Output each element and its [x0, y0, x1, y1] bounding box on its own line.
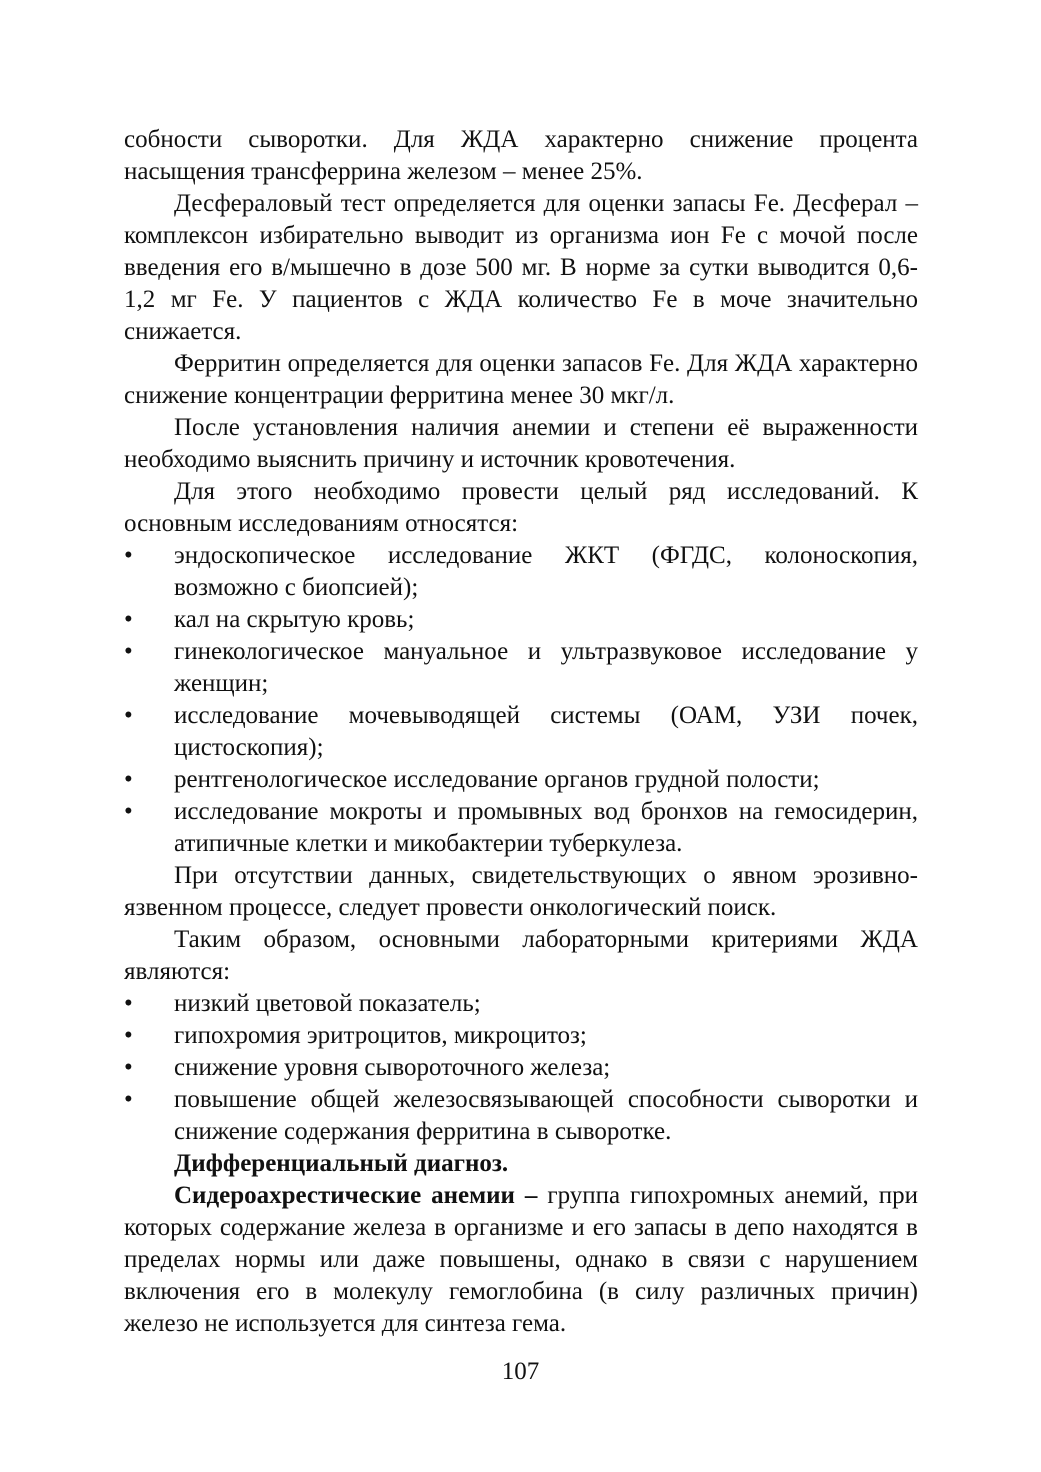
bullet-icon: • [124, 1022, 133, 1049]
paragraph-bleeding-source: После установления наличия анемии и степени её выраженности необходимо выяснить причину и источник кровотечения. [124, 414, 918, 473]
paragraph-ferritin: Ферритин определяется для оценки запасов Fe. Для ЖДА характерно снижение концентрации ферритина менее 30 мкг/л. [124, 350, 918, 409]
list-item-text: эндоскопическое исследование ЖКТ (ФГДС, колоноскопия, возможно с биопсией); [174, 542, 918, 601]
paragraph-continuation: собности сыворотки. Для ЖДА характерно снижение процента насыщения трансферрина железом – менее 25%. [124, 126, 918, 185]
paragraph-oncology-search: При отсутствии данных, свидетельствующих о явном эрозивно-язвенном процессе, следует провести онкологический поиск. [124, 862, 918, 921]
section-heading: Дифференциальный диагноз. [174, 1150, 509, 1177]
bullet-icon: • [124, 638, 133, 665]
paragraph-criteria-intro: Таким образом, основными лабораторными критериями ЖДА являются: [124, 926, 918, 985]
criteria-list [124, 988, 918, 1148]
list-item [124, 1020, 918, 1052]
list-item-text: гипохромия эритроцитов, микроцитоз; [174, 1022, 587, 1049]
bullet-icon: • [124, 798, 133, 825]
bullet-icon: • [124, 1054, 133, 1081]
list-item-text: гинекологическое мануальное и ультразвуковое исследование у женщин; [174, 638, 918, 697]
list-item [124, 988, 918, 1020]
page-content [124, 124, 918, 1340]
bullet-icon: • [124, 1086, 133, 1113]
list-item [124, 604, 918, 636]
bullet-icon: • [124, 766, 133, 793]
definition-text: группа гипохромных анемий, при которых содержание железа в организме и его запасы в депо находятся в пределах нормы или даже повышены, однако в связи с нарушением включения его в молекулу гемоглобина (в силу различных причин) железо не используется для синтеза гема. [124, 1182, 918, 1337]
term-sideroachrestic: Сидероахрестические анемии – [174, 1182, 538, 1209]
paragraph-desferal-test: Десфераловый тест определяется для оценки запасы Fe. Десферал – комплексон избирательно выводит из организма ион Fe с мочой после введения его в/мышечно в дозе 500 мг. В норме за сутки выводится 0,6-1,2 мг Fe. У пациентов с ЖДА количество Fe в моче значительно снижается. [124, 190, 918, 345]
list-item-text: повышение общей железосвязывающей способности сыворотки и снижение содержания ферритина в сыворотке. [174, 1086, 918, 1145]
list-item [124, 700, 918, 764]
page-number: 107 [501, 1358, 540, 1385]
bullet-icon: • [124, 606, 133, 633]
paragraph-sideroachrestic [124, 1180, 918, 1340]
bullet-icon: • [124, 542, 133, 569]
list-item-text: исследование мокроты и промывных вод бронхов на гемосидерин, атипичные клетки и микобактерии туберкулеза. [174, 798, 918, 857]
list-item [124, 636, 918, 700]
list-item [124, 1084, 918, 1148]
studies-list [124, 540, 918, 860]
paragraph-studies-intro: Для этого необходимо провести целый ряд исследований. К основным исследованиям относятся: [124, 478, 918, 537]
list-item-text: низкий цветовой показатель; [174, 990, 481, 1017]
list-item-text: исследование мочевыводящей системы (ОАМ, УЗИ почек, цистоскопия); [174, 702, 918, 761]
bullet-icon: • [124, 990, 133, 1017]
list-item-text: кал на скрытую кровь; [174, 606, 415, 633]
list-item-text: снижение уровня сывороточного железа; [174, 1054, 611, 1081]
list-item [124, 796, 918, 860]
bullet-icon: • [124, 702, 133, 729]
list-item-text: рентгенологическое исследование органов грудной полости; [174, 766, 820, 793]
list-item [124, 764, 918, 796]
list-item [124, 1052, 918, 1084]
list-item [124, 540, 918, 604]
